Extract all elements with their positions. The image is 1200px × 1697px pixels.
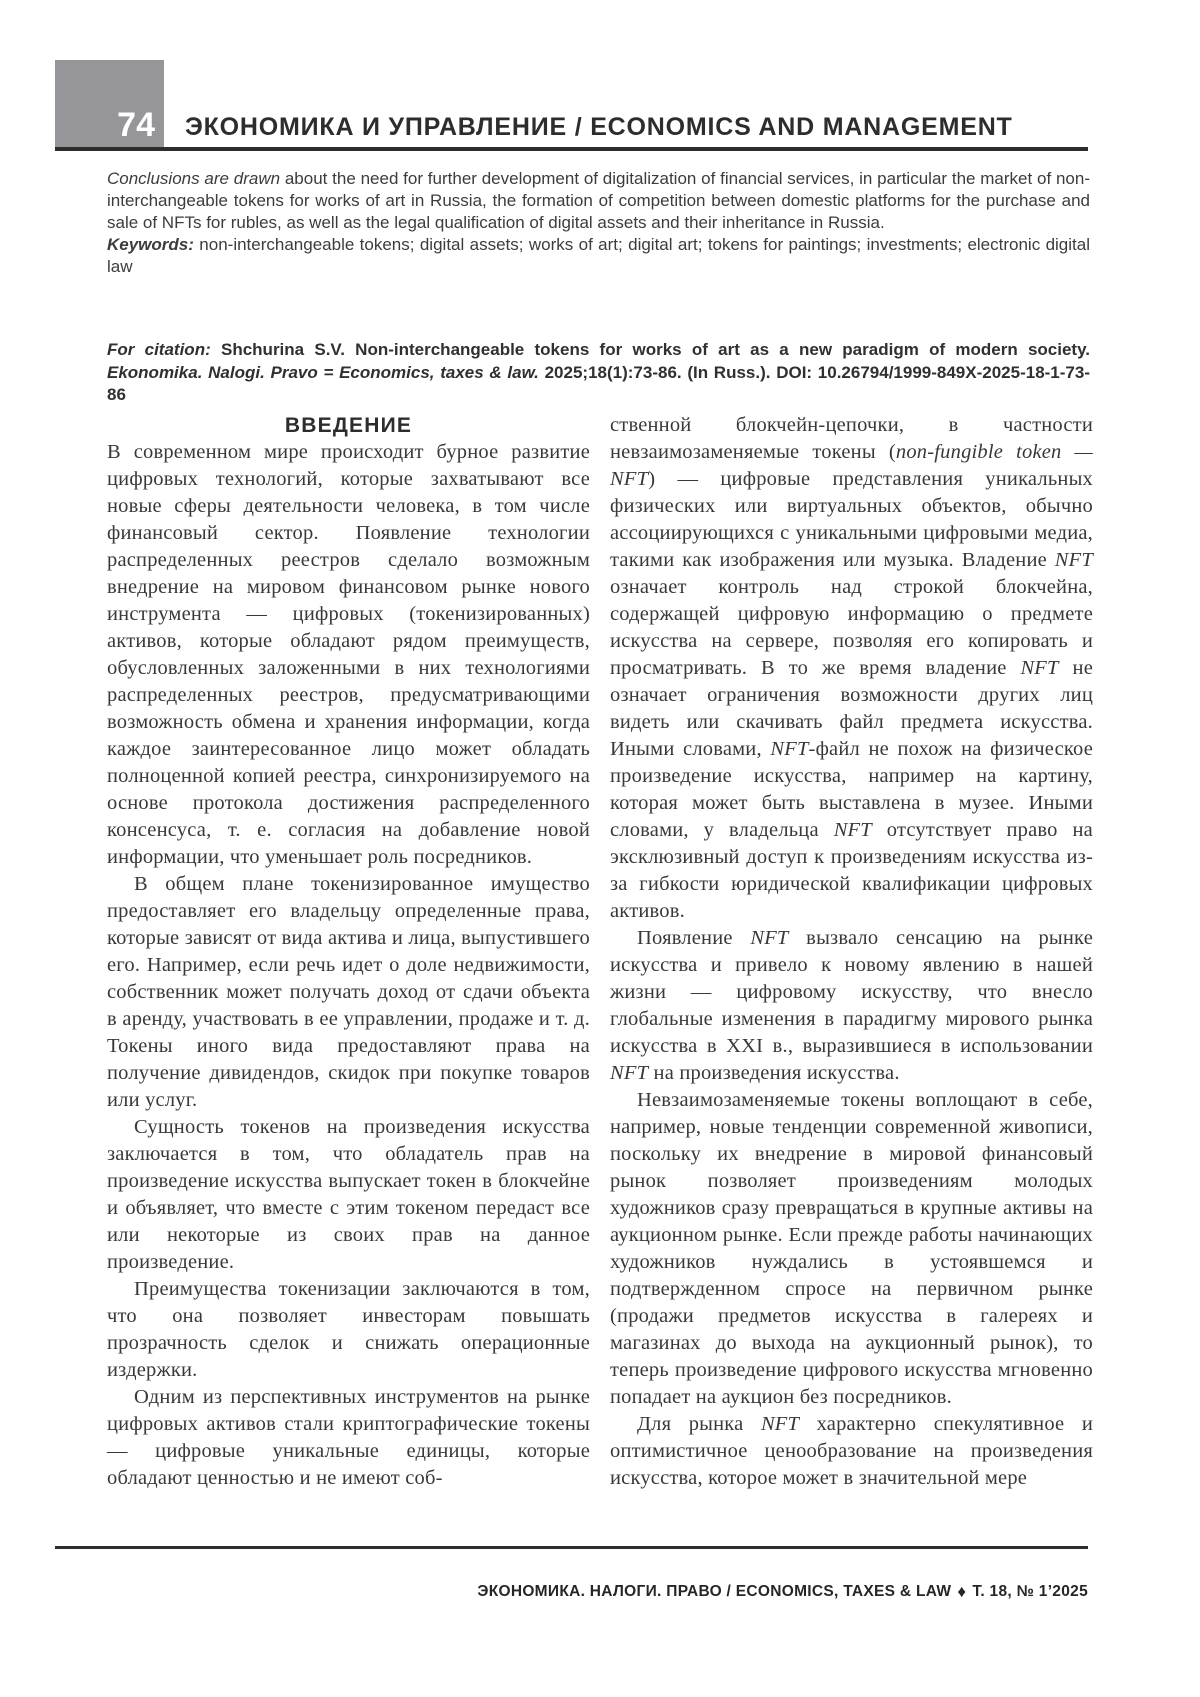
page-number: 74 xyxy=(117,106,155,144)
footer-rule xyxy=(55,1546,1088,1549)
citation-block xyxy=(107,339,1090,407)
abstract-block xyxy=(107,168,1090,278)
paragraph: Для рынка NFT характерно спекулятивное и оптимистичное ценообразование на произведения искусства, которое может в значительной мере xyxy=(610,1413,1093,1489)
footer-issue: Т. 18, № 1’2025 xyxy=(972,1583,1088,1600)
article-body xyxy=(107,412,1093,1492)
abstract-keywords: Keywords: non-interchangeable tokens; digital assets; works of art; digital art; tokens for paintings; investments; electronic digital law xyxy=(107,235,1090,276)
paragraph: Одним из перспективных инструментов на рынке цифровых активов стали криптографические токены — цифровые уникальные единицы, которые обладают ценностью и не имеют соб- xyxy=(107,1386,590,1489)
page-number-badge xyxy=(55,60,164,147)
paragraph: Невзаимозаменяемые токены воплощают в себе, например, новые тенденции современной живописи, поскольку их внедрение в мировой финансовый рынок позволяет произведениям молодых художников сразу превращаться в крупные активы на аукционном рынке. Если прежде работы начинающих художников нуждались в устоявшемся и подтвержденном спросе на первичном рынке (продажи предметов искусства в галереях и магазинах до выхода на аукционный рынок), то теперь произведение цифрового искусства мгновенно попадает на аукцион без посредников. xyxy=(610,1089,1093,1408)
right-column xyxy=(610,412,1093,1492)
paragraph: Появление NFT вызвало сенсацию на рынке искусства и привело к новому явлению в нашей жизни — цифровому искусству, что внесло глобальные изменения в парадигму мирового рынка искусства в XXI в., выразившиеся в использовании NFT на произведения искусства. xyxy=(610,927,1093,1084)
diamond-icon: ♦ xyxy=(957,1582,967,1601)
introduction-heading: ВВЕДЕНИЕ xyxy=(284,414,413,437)
paragraph: В общем плане токенизированное имущество предоставляет его владельцу определенные права, которые зависят от вида актива и лица, выпустившего его. Например, если речь идет о доле недвижимости, собственник может получать доход от сдачи объекта в аренду, участвовать в ее управлении, продаже и т. д. Токены иного вида предоставляют права на получение дивидендов, скидок при покупке товаров или услуг. xyxy=(107,873,590,1111)
abstract-conclusions: Conclusions are drawn about the need for further development of digitalization of financial services, in particular the market of non-interchangeable tokens for works of art in Russia, the formation of competition between domestic platforms for the purchase and sale of NFTs for rubles, as well as the legal qualification of digital assets and their inheritance in Russia. xyxy=(107,169,1090,232)
page-header xyxy=(55,60,1088,151)
paragraph: Сущность токенов на произведения искусства заключается в том, что обладатель прав на произведение искусства выпускает токен в блокчейне и объявляет, что вместе с этим токеном передаст все или некоторые из своих прав на данное произведение. xyxy=(107,1116,590,1273)
for-citation-text: For citation: Shchurina S.V. Non-interchangeable tokens for works of art as a new paradigm of modern society. Ekonomika. Nalogi. Pravo = Economics, taxes & law. 2025;18(1):73-86. (In Russ.). DOI: 10.26794/1999-849X-2025-18-1-73-86 xyxy=(107,340,1090,404)
paragraph: Преимущества токенизации заключаются в том, что она позволяет инвесторам повышать прозрачность сделок и снижать операционные издержки. xyxy=(107,1278,590,1381)
left-column xyxy=(107,412,590,1492)
footer-journal-title: ЭКОНОМИКА. НАЛОГИ. ПРАВО / ECONOMICS, TAXES & LAW xyxy=(477,1583,952,1600)
page-footer xyxy=(55,1582,1088,1602)
section-header-title: ЭКОНОМИКА И УПРАВЛЕНИЕ / ECONOMICS AND MANAGEMENT xyxy=(185,113,1013,141)
paragraph: В современном мире происходит бурное развитие цифровых технологий, которые захватывают все новые сферы деятельности человека, в том числе финансовый сектор. Появление технологии распределенных реестров сделало возможным внедрение на мировом финансовом рынке нового инструмента — цифровых (токенизированных) активов, которые обладают рядом преимуществ, обусловленных заложенными в них технологиями распределенных реестров, предусматривающими возможность обмена и хранения информации, когда каждое заинтересованное лицо может обладать полноценной копией реестра, синхронизируемого на основе протокола достижения распределенного консенсуса, т. е. согласия на добавление новой информации, что уменьшает роль посредников. xyxy=(107,441,590,868)
paragraph: ственной блокчейн-цепочки, в частности невзаимозаменяемые токены (non-fungible token — NFT) — цифровые представления уникальных физических или виртуальных объектов, обычно ассоциирующихся с уникальными цифровыми медиа, такими как изображения или музыка. Владение NFT означает контроль над строкой блокчейна, содержащей цифровую информацию о предмете искусства на сервере, позволяя его копировать и просматривать. В то же время владение NFT не означает ограничения возможности других лиц видеть или скачивать файл предмета искусства. Иными словами, NFT-файл не похож на физическое произведение искусства, например на картину, которая может быть выставлена в музее. Иными словами, у владельца NFT отсутствует право на эксклюзивный доступ к произведениям искусства из-за гибкости юридической квалификации цифровых активов. xyxy=(610,414,1094,922)
